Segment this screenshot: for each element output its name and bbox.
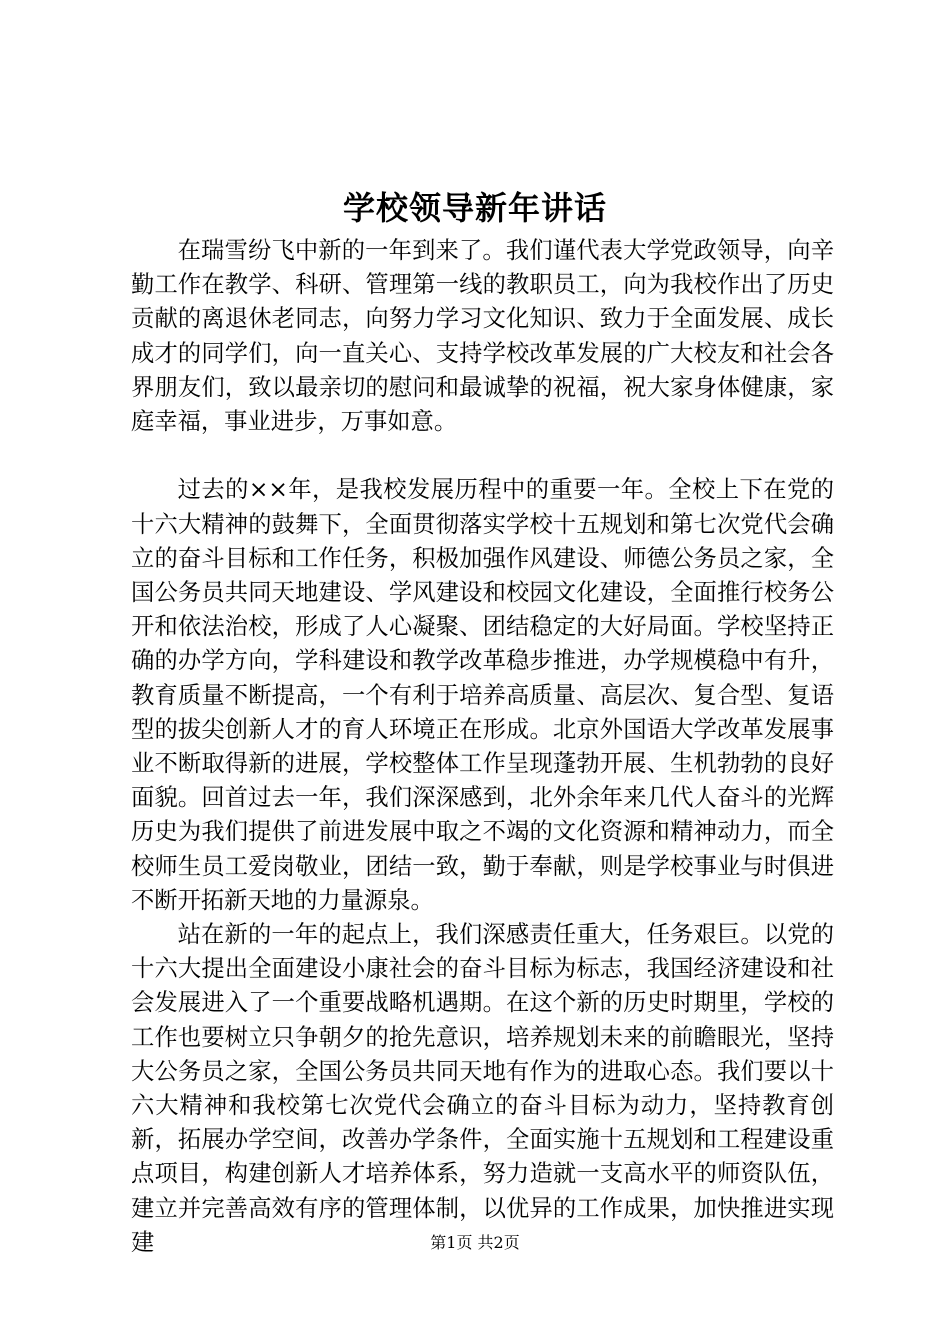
document-body bbox=[131, 234, 834, 1260]
paragraph-greeting: 在瑞雪纷飞中新的一年到来了。我们谨代表大学党政领导，向辛勤工作在教学、科研、管理第一线的教职员工，向为我校作出了历史贡献的离退休老同志，向努力学习文化知识、致力于全面发展、成长成才的同学们，向一直关心、支持学校改革发展的广大校友和社会各界朋友们，致以最亲切的慰问和最诚挚的祝福，祝大家身体健康，家庭幸福，事业进步，万事如意。 bbox=[131, 237, 834, 436]
paragraph-new-start: 站在新的一年的起点上，我们深感责任重大，任务艰巨。以党的十六大提出全面建设小康社会的奋斗目标为标志，我国经济建设和社会发展进入了一个重要战略机遇期。在这个新的历史时期里，学校的工作也要树立只争朝夕的抢先意识，培养规划未来的前瞻眼光，坚持大公务员之家，全国公务员共同天地有作为的进取心态。我们要以十六大精神和我校第七次党代会确立的奋斗目标为动力，坚持教育创新，拓展办学空间，改善办学条件，全面实施十五规划和工程建设重点项目，构建创新人才培养体系，努力造就一支高水平的师资队伍，建立并完善高效有序的管理体制，以优异的工作成果，加快推进实现建 bbox=[131, 921, 834, 1256]
paragraph-spacer bbox=[131, 439, 834, 473]
paragraph-past-year: 过去的××年，是我校发展历程中的重要一年。全校上下在党的十六大精神的鼓舞下，全面贯彻落实学校十五规划和第七次党代会确立的奋斗目标和工作任务，积极加强作风建设、师德公务员之家，全国公务员共同天地建设、学风建设和校园文化建设，全面推行校务公开和依法治校，形成了人心凝聚、团结稳定的大好局面。学校坚持正确的办学方向，学科建设和教学改革稳步推进，办学规模稳中有升，教育质量不断提高，一个有利于培养高质量、高层次、复合型、复语型的拔尖创新人才的育人环境正在形成。北京外国语大学改革发展事业不断取得新的进展，学校整体工作呈现蓬勃开展、生机勃勃的良好面貌。回首过去一年，我们深深感到，北外余年来几代人奋斗的光辉历史为我们提供了前进发展中取之不竭的文化资源和精神动力，而全校师生员工爱岗敬业，团结一致，勤于奉献，则是学校事业与时俱进不断开拓新天地的力量源泉。 bbox=[131, 476, 834, 914]
page-number-footer: 第1页 共2页 bbox=[430, 1233, 520, 1252]
document-title: 学校领导新年讲话 bbox=[342, 189, 607, 227]
